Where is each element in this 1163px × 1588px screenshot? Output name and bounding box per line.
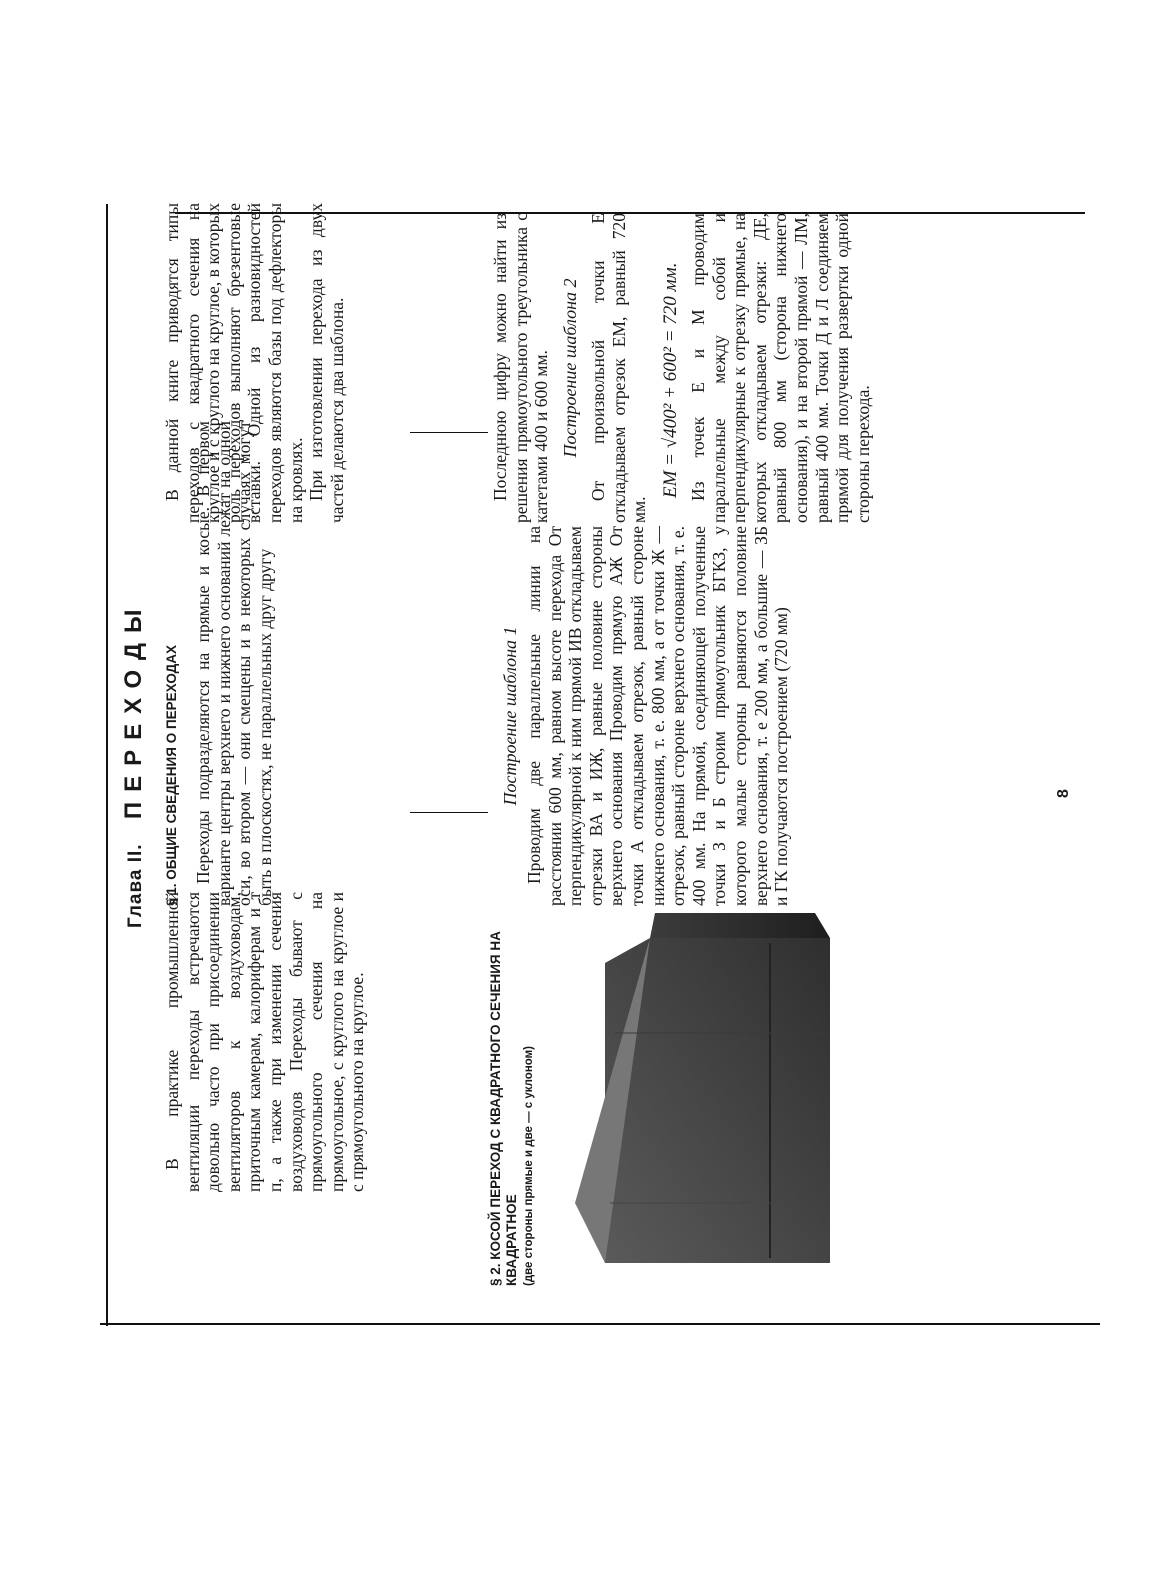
- chapter-heading: [120, 288, 148, 928]
- template2-paragraph-1: От произвольной точки Е откладываем отрезок ЕМ, равный 720 мм.: [588, 213, 650, 523]
- intro-paragraph: [162, 892, 368, 1192]
- section1-heading: § 1. ОБЩИЕ СВЕДЕНИЯ О ПЕРЕХОДАХ: [164, 644, 179, 906]
- right-column-divider-rule: [410, 432, 488, 433]
- column-divider-rule: [410, 812, 488, 813]
- left-border-rule: [100, 1323, 1100, 1325]
- template1-title: Построение шаблона 1: [500, 626, 520, 806]
- section1-body-continued: [162, 203, 347, 523]
- template1-body: [524, 526, 792, 906]
- section2-subheading: (две стороны прямые и две — с уклоном): [523, 1046, 535, 1286]
- chapter-label: Глава II.: [125, 843, 146, 928]
- template2-formula: ЕМ = √400² + 600² = 720 мм.: [660, 262, 681, 498]
- section1-paragraph-1: Переходы подразделяются на прямые и косые. В первом варианте центры верхнего и нижнего оснований лежат на одной оси, во втором — они смещены и в некоторых случаях могут быть в плоскостях, не параллельных друг другу: [193, 421, 275, 906]
- intro-text: В практике промышленной вентиляции переходы встречаются довольно часто при присоединении вентиляторов к воздуховодам, приточным камерам, калориферам и т п, а также при изменении сечения воздуховодов Переходы бывают с прямоугольного сечения на прямоугольное, с круглого на круглое и с прямоугольного на круглое.: [162, 892, 368, 1192]
- section1-paragraph-3: При изготовлении перехода из двух частей делаются два шаблона.: [306, 203, 347, 523]
- page-number: 8: [1055, 789, 1072, 798]
- template2-intro-text: Последнюю цифру можно найти из решения прямоугольного треугольника с катетами 400 и 600 мм.: [490, 213, 552, 523]
- template2-title: Построение шаблона 2: [560, 278, 580, 458]
- template1-text: Проводим две параллельные линии на расстоянии 600 мм, равном высоте перехода От перпендикулярной к ним прямой ИВ откладываем отрезки ВА и ИЖ, равные половине стороны верхнего основания Проводим прямую АЖ От точки А откладываем отрезок, равный стороне нижнего основания, т. е. 800 мм, а от точки Ж — отрезок, равный стороне верхнего основания, т. е. 400 мм. На прямой, соединяющей полученные точки З и Б строим прямоугольник БГКЗ, у которого малые стороны равняются половине верхнего основания, т. е 200 мм, а большие — ЗБ и ГК получаются построением (720 мм): [524, 526, 792, 906]
- top-border-rule: [106, 204, 108, 1326]
- template2-paragraph-2: Из точек Е и М проводим параллельные между собой и перпендикулярные к отрезку прямые, на которых откладываем отрезки: ДЕ, равный 800 мм (сторона нижнего основания), и на второй прямой — ЛМ, равный 400 мм. Точки Д и Л соединяем прямой для получения развертки одной стороны перехода.: [688, 213, 873, 523]
- transition-photo: [565, 903, 865, 1283]
- template2-intro: [490, 213, 552, 523]
- chapter-title: ПЕРЕХОДЫ: [120, 599, 147, 820]
- template2-body: [588, 213, 650, 523]
- transition-photo-image: [565, 903, 865, 1283]
- section1-paragraph-2: В данной книге приводятся типы переходов с квадратного сечения на круглое и с круглого на круглое, в которых роль переходов выполняют брезентовые вставки. Одной из разновидностей переходов являются базы под дефлекторы на кровлях.: [162, 203, 306, 523]
- template2-body-continued: [688, 213, 873, 523]
- section2-heading: § 2. КОСОЙ ПЕРЕХОД С КВАДРАТНОГО СЕЧЕНИЯ НА КВАДРАТНОЕ: [488, 931, 519, 1286]
